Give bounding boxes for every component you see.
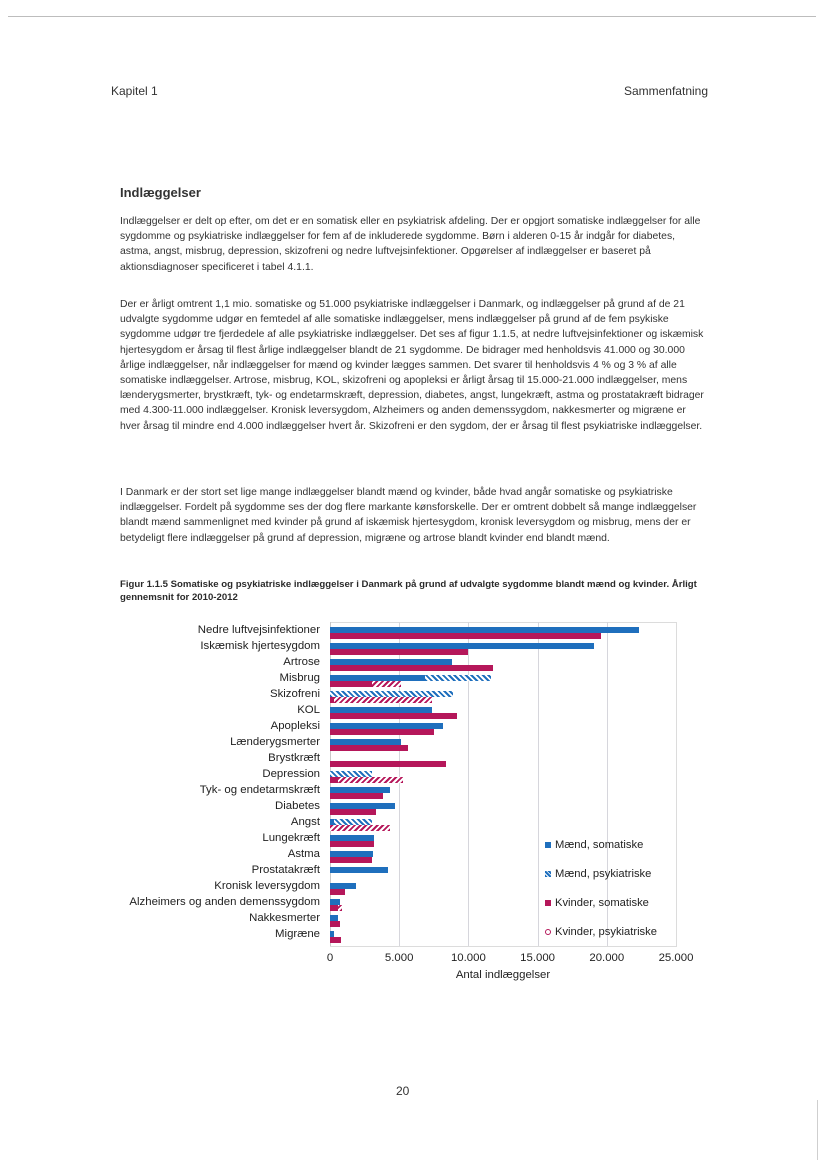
bar-women-somatic	[330, 633, 601, 639]
x-tick-label: 0	[326, 952, 334, 964]
x-axis-title: Antal indlæggelser	[455, 969, 551, 981]
category-label: Angst	[290, 816, 320, 828]
bar-women-somatic	[330, 649, 468, 655]
bar-women-psychiatric	[338, 777, 403, 783]
bar-women-psychiatric	[330, 825, 390, 831]
category-label: Diabetes	[275, 800, 320, 812]
circle-marker-icon	[545, 929, 551, 935]
x-tick-label: 10.000	[450, 952, 486, 964]
category-label: Brystkræft	[268, 752, 320, 764]
bar-women-somatic	[330, 665, 493, 671]
bar-men-psychiatric	[425, 675, 490, 681]
x-tick-label: 5.000	[384, 952, 414, 964]
category-label: Alzheimers og anden demenssygdom	[129, 896, 320, 908]
page-number: 20	[396, 1084, 410, 1098]
category-label: Apopleksi	[270, 720, 320, 732]
figure-caption: Figur 1.1.5 Somatiske og psykiatriske indlæggelser i Danmark på grund af udvalgte sygdomme blandt mænd og kvinder. Årligt gennemsnit for 2010-2012	[120, 579, 697, 603]
x-tick-label: 20.000	[589, 952, 625, 964]
paragraph: Indlæggelser er delt op efter, om det er en somatisk eller en psykiatrisk afdeling. Der er opgjort somatiske indlæggelser for alle sygdomme og psykiatriske indlæggelser for fem af de inkluderede sygdomme. Børn i alderen 0-15 år indgår for diabetes, astma, angst, misbrug, depression, skizofreni og nedre luftvejsinfektioner. Opgørelser af indlæggelser er baseret på aktionsdiagnoser specificeret i tabel 4.1.1.	[120, 216, 701, 273]
chapter-label: Kapitel 1	[111, 84, 158, 98]
scan-top-rule	[8, 16, 816, 17]
category-label: Skizofreni	[269, 688, 320, 700]
category-label: Artrose	[283, 656, 320, 668]
square-marker-icon	[545, 900, 551, 906]
bar-women-somatic	[330, 777, 338, 783]
scan-edge-mark	[817, 1100, 818, 1160]
bar-women-somatic	[330, 745, 408, 751]
bar-women-somatic	[330, 729, 434, 735]
category-label: KOL	[297, 704, 320, 716]
category-label: Misbrug	[279, 672, 320, 684]
bar-men-somatic	[330, 867, 388, 873]
category-label: Nakkesmerter	[249, 912, 320, 924]
category-label: Kronisk leversygdom	[214, 880, 320, 892]
bar-women-somatic	[330, 713, 457, 719]
bar-women-somatic	[330, 809, 376, 815]
gridline	[538, 622, 539, 946]
legend-item-women-psychiatric: Kvinder, psykiatriske	[545, 917, 675, 946]
bar-women-somatic	[330, 937, 341, 943]
category-label: Tyk- og endetarmskræft	[199, 784, 320, 796]
paragraph: I Danmark er der stort set lige mange indlæggelser blandt mænd og kvinder, både hvad angår somatiske og psykiatriske indlæggelser. Fordelt på sygdomme ses der dog flere markante kønsforskelle. Der er omtrent dobbelt så mange indlæggelser blandt mænd sammenlignet med kvinder på grund af iskæmisk hjertesygdom, kronisk leversygdom og misbrug, mens der er betydeligt flere indlæggelser på grund af depression, migræne og artrose blandt kvinder end blandt mænd.	[120, 487, 697, 544]
category-label: Iskæmisk hjertesygdom	[200, 640, 320, 652]
section-title: Indlæggelser	[120, 185, 201, 200]
running-header	[111, 84, 708, 98]
bar-women-somatic	[330, 889, 345, 895]
category-label: Prostatakræft	[251, 864, 320, 876]
bar-women-psychiatric	[334, 697, 432, 703]
x-tick-label: 15.000	[520, 952, 556, 964]
category-label: Migræne	[275, 928, 320, 940]
paragraph: Der er årligt omtrent 1,1 mio. somatiske og 51.000 psykiatriske indlæggelser i Danmark, og indlæggelser på grund af de 21 udvalgte sygdomme udgør en femtedel af alle somatiske indlæggelser, mens indlæggelser på grund af de fem psykiske sygdomme udgør tre fjerdedele af alle psykiatriske indlæggelser. Det ses af figur 1.1.5, at nedre luftvejsinfektioner og iskæmisk hjertesygdom er årsag til flest årlige indlæggelser blandt de 21 sygdomme. De bidrager med henholdsvis 41.000 og 30.000 årlige indlæggelser, når indlæggelser for mænd og kvinder lægges sammen. Det svarer til henholdsvis 4 % og 3 % af alle somatiske indlæggelser. Artrose, misbrug, KOL, skizofreni og apopleksi er årligt årsag til 15.000-21.000 indlæggelser, mens lænderygsmerter, brystkræft, tyk- og endetarmskræft, depression, diabetes, angst, lungekræft, astma og prostatakræft bidrager med 4.300-11.000 indlæggelser. Kronisk leversygdom, Alzheimers og anden demenssygdom, nakkesmerter og migræne er hver årsag til mindre end 4.000 indlæggelser hvert år. Skizofreni er den sygdom, der er årsag til flest psykiatriske indlæggelser.	[120, 299, 704, 432]
x-marker-icon	[545, 871, 551, 877]
bar-women-somatic	[330, 905, 338, 911]
category-label: Lungekræft	[262, 832, 320, 844]
category-label: Lænderygsmerter	[230, 736, 320, 748]
legend-item-women-somatic: Kvinder, somatiske	[545, 888, 675, 917]
category-label: Nedre luftvejsinfektioner	[197, 624, 320, 636]
section-label: Sammenfatning	[623, 84, 708, 98]
x-tick-label: 25.000	[658, 952, 694, 964]
square-marker-icon	[545, 842, 551, 848]
bar-women-psychiatric	[338, 905, 342, 911]
category-label: Depression	[262, 768, 320, 780]
bar-women-somatic	[330, 841, 374, 847]
legend-item-men-psychiatric: Mænd, psykiatriske	[545, 859, 675, 888]
bar-women-somatic	[330, 761, 446, 767]
bar-women-somatic	[330, 857, 372, 863]
bar-women-somatic	[330, 793, 383, 799]
category-label: Astma	[287, 848, 320, 860]
bar-women-psychiatric	[372, 681, 401, 687]
chart-legend	[545, 830, 675, 946]
legend-item-men-somatic: Mænd, somatiske	[545, 830, 675, 859]
bar-women-somatic	[330, 921, 340, 927]
bar-women-somatic	[330, 681, 372, 687]
